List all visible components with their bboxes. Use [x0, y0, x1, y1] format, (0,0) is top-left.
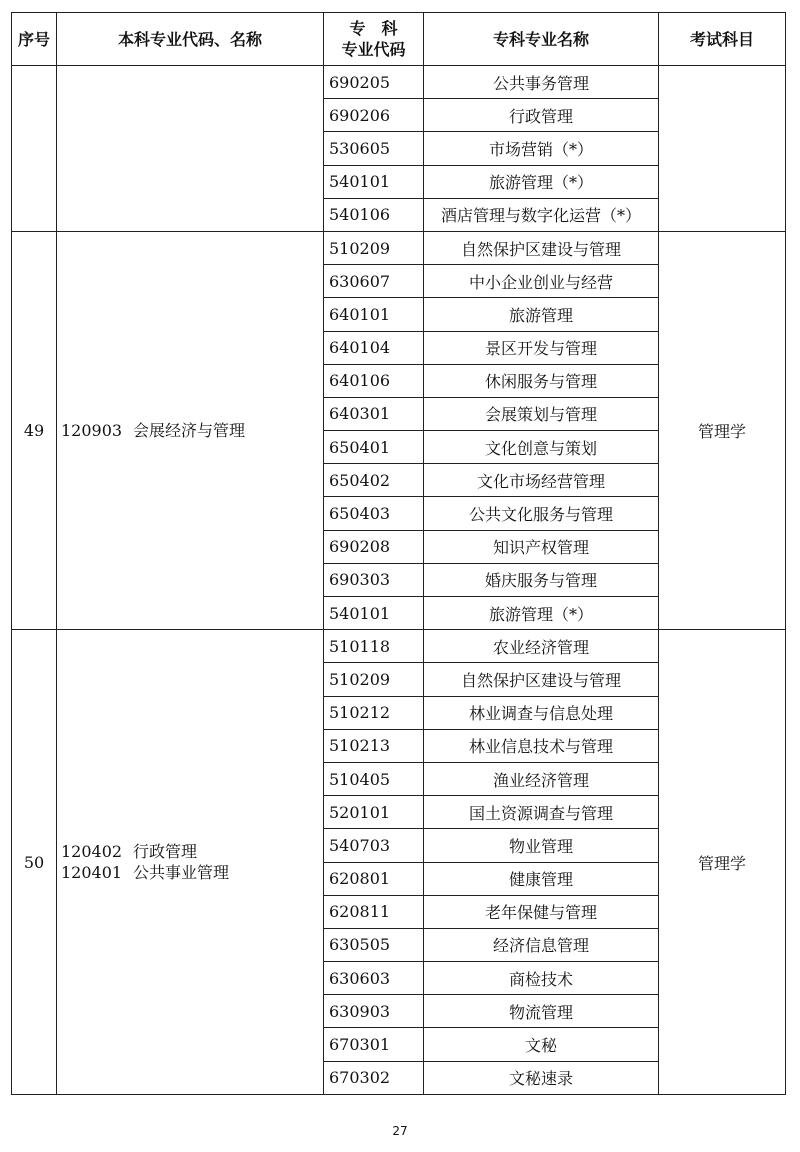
diploma-major-code: 510213: [324, 729, 424, 762]
header-row: [12, 13, 786, 66]
diploma-major-name: 婚庆服务与管理: [424, 563, 659, 596]
diploma-major-name: 经济信息管理: [424, 928, 659, 961]
diploma-major-code: 640104: [324, 331, 424, 364]
bachelor-major-code: 120401: [61, 863, 123, 882]
diploma-major-name: 酒店管理与数字化运营（*）: [424, 198, 659, 231]
diploma-major-name: 文秘: [424, 1028, 659, 1061]
bachelor-major-code: 120402: [61, 842, 123, 861]
diploma-major-name: 商检技术: [424, 962, 659, 995]
diploma-major-code: 690205: [324, 66, 424, 99]
table-row: [12, 630, 786, 663]
diploma-major-name: 公共文化服务与管理: [424, 497, 659, 530]
bachelor-major-name: 公共事业管理: [133, 863, 230, 882]
row-number: 50: [12, 630, 57, 1095]
diploma-major-code: 530605: [324, 132, 424, 165]
diploma-major-code: 640301: [324, 397, 424, 430]
diploma-major-name: 会展策划与管理: [424, 397, 659, 430]
diploma-major-name: 健康管理: [424, 862, 659, 895]
header-code-line1: 专 科: [349, 19, 398, 38]
bachelor-major: [61, 862, 323, 883]
exam-subject: 管理学: [659, 231, 786, 629]
diploma-major-code: 510209: [324, 663, 424, 696]
header-bachelor-major: 本科专业代码、名称: [57, 13, 324, 66]
diploma-major-code: 640101: [324, 298, 424, 331]
header-name: 专科专业名称: [424, 13, 659, 66]
header-no: 序号: [12, 13, 57, 66]
diploma-major-name: 林业调查与信息处理: [424, 696, 659, 729]
diploma-major-code: 650402: [324, 464, 424, 497]
diploma-major-code: 630603: [324, 962, 424, 995]
diploma-major-code: 540106: [324, 198, 424, 231]
exam-subject: 管理学: [659, 630, 786, 1095]
diploma-major-code: 510405: [324, 762, 424, 795]
bachelor-majors-cell: [57, 66, 324, 232]
diploma-major-name: 文化市场经营管理: [424, 464, 659, 497]
bachelor-major-name: 会展经济与管理: [133, 421, 246, 441]
diploma-major-name: 知识产权管理: [424, 530, 659, 563]
diploma-major-code: 650403: [324, 497, 424, 530]
diploma-major-code: 510209: [324, 231, 424, 264]
diploma-major-code: 690208: [324, 530, 424, 563]
diploma-major-code: 630505: [324, 928, 424, 961]
diploma-major-name: 中小企业创业与经营: [424, 265, 659, 298]
table-row: [12, 231, 786, 264]
exam-subject: [659, 66, 786, 232]
header-subject: 考试科目: [659, 13, 786, 66]
diploma-major-code: 690303: [324, 563, 424, 596]
diploma-major-code: 620811: [324, 895, 424, 928]
diploma-major-code: 690206: [324, 99, 424, 132]
bachelor-major: [61, 420, 323, 441]
diploma-major-name: 市场营销（*）: [424, 132, 659, 165]
diploma-major-name: 旅游管理（*）: [424, 597, 659, 630]
majors-table: [11, 12, 786, 1095]
diploma-major-code: 670302: [324, 1061, 424, 1094]
table-body: [12, 66, 786, 1095]
diploma-major-code: 540703: [324, 829, 424, 862]
diploma-major-name: 老年保健与管理: [424, 895, 659, 928]
diploma-major-code: 540101: [324, 597, 424, 630]
diploma-major-code: 520101: [324, 796, 424, 829]
diploma-major-code: 640106: [324, 364, 424, 397]
bachelor-major-code: 120903: [61, 421, 123, 441]
diploma-major-name: 农业经济管理: [424, 630, 659, 663]
diploma-major-name: 自然保护区建设与管理: [424, 231, 659, 264]
diploma-major-name: 旅游管理（*）: [424, 165, 659, 198]
page-number: 27: [392, 1124, 408, 1138]
bachelor-majors-cell: [57, 630, 324, 1095]
diploma-major-name: 林业信息技术与管理: [424, 729, 659, 762]
diploma-major-name: 文化创意与策划: [424, 431, 659, 464]
bachelor-major-name: 行政管理: [133, 842, 198, 861]
table-row: [12, 66, 786, 99]
row-number: 49: [12, 231, 57, 629]
diploma-major-code: 670301: [324, 1028, 424, 1061]
header-code: [324, 13, 424, 66]
diploma-major-code: 510118: [324, 630, 424, 663]
diploma-major-name: 旅游管理: [424, 298, 659, 331]
diploma-major-name: 景区开发与管理: [424, 331, 659, 364]
bachelor-major: [61, 841, 323, 862]
diploma-major-code: 620801: [324, 862, 424, 895]
row-number: [12, 66, 57, 232]
bachelor-majors-cell: [57, 231, 324, 629]
diploma-major-code: 650401: [324, 431, 424, 464]
diploma-major-code: 510212: [324, 696, 424, 729]
diploma-major-name: 休闲服务与管理: [424, 364, 659, 397]
diploma-major-name: 文秘速录: [424, 1061, 659, 1094]
diploma-major-code: 630607: [324, 265, 424, 298]
diploma-major-code: 630903: [324, 995, 424, 1028]
diploma-major-name: 物流管理: [424, 995, 659, 1028]
diploma-major-name: 渔业经济管理: [424, 762, 659, 795]
diploma-major-name: 国土资源调查与管理: [424, 796, 659, 829]
diploma-major-name: 行政管理: [424, 99, 659, 132]
diploma-major-code: 540101: [324, 165, 424, 198]
diploma-major-name: 自然保护区建设与管理: [424, 663, 659, 696]
header-code-line2: 专业代码: [341, 40, 406, 59]
diploma-major-name: 物业管理: [424, 829, 659, 862]
diploma-major-name: 公共事务管理: [424, 66, 659, 99]
